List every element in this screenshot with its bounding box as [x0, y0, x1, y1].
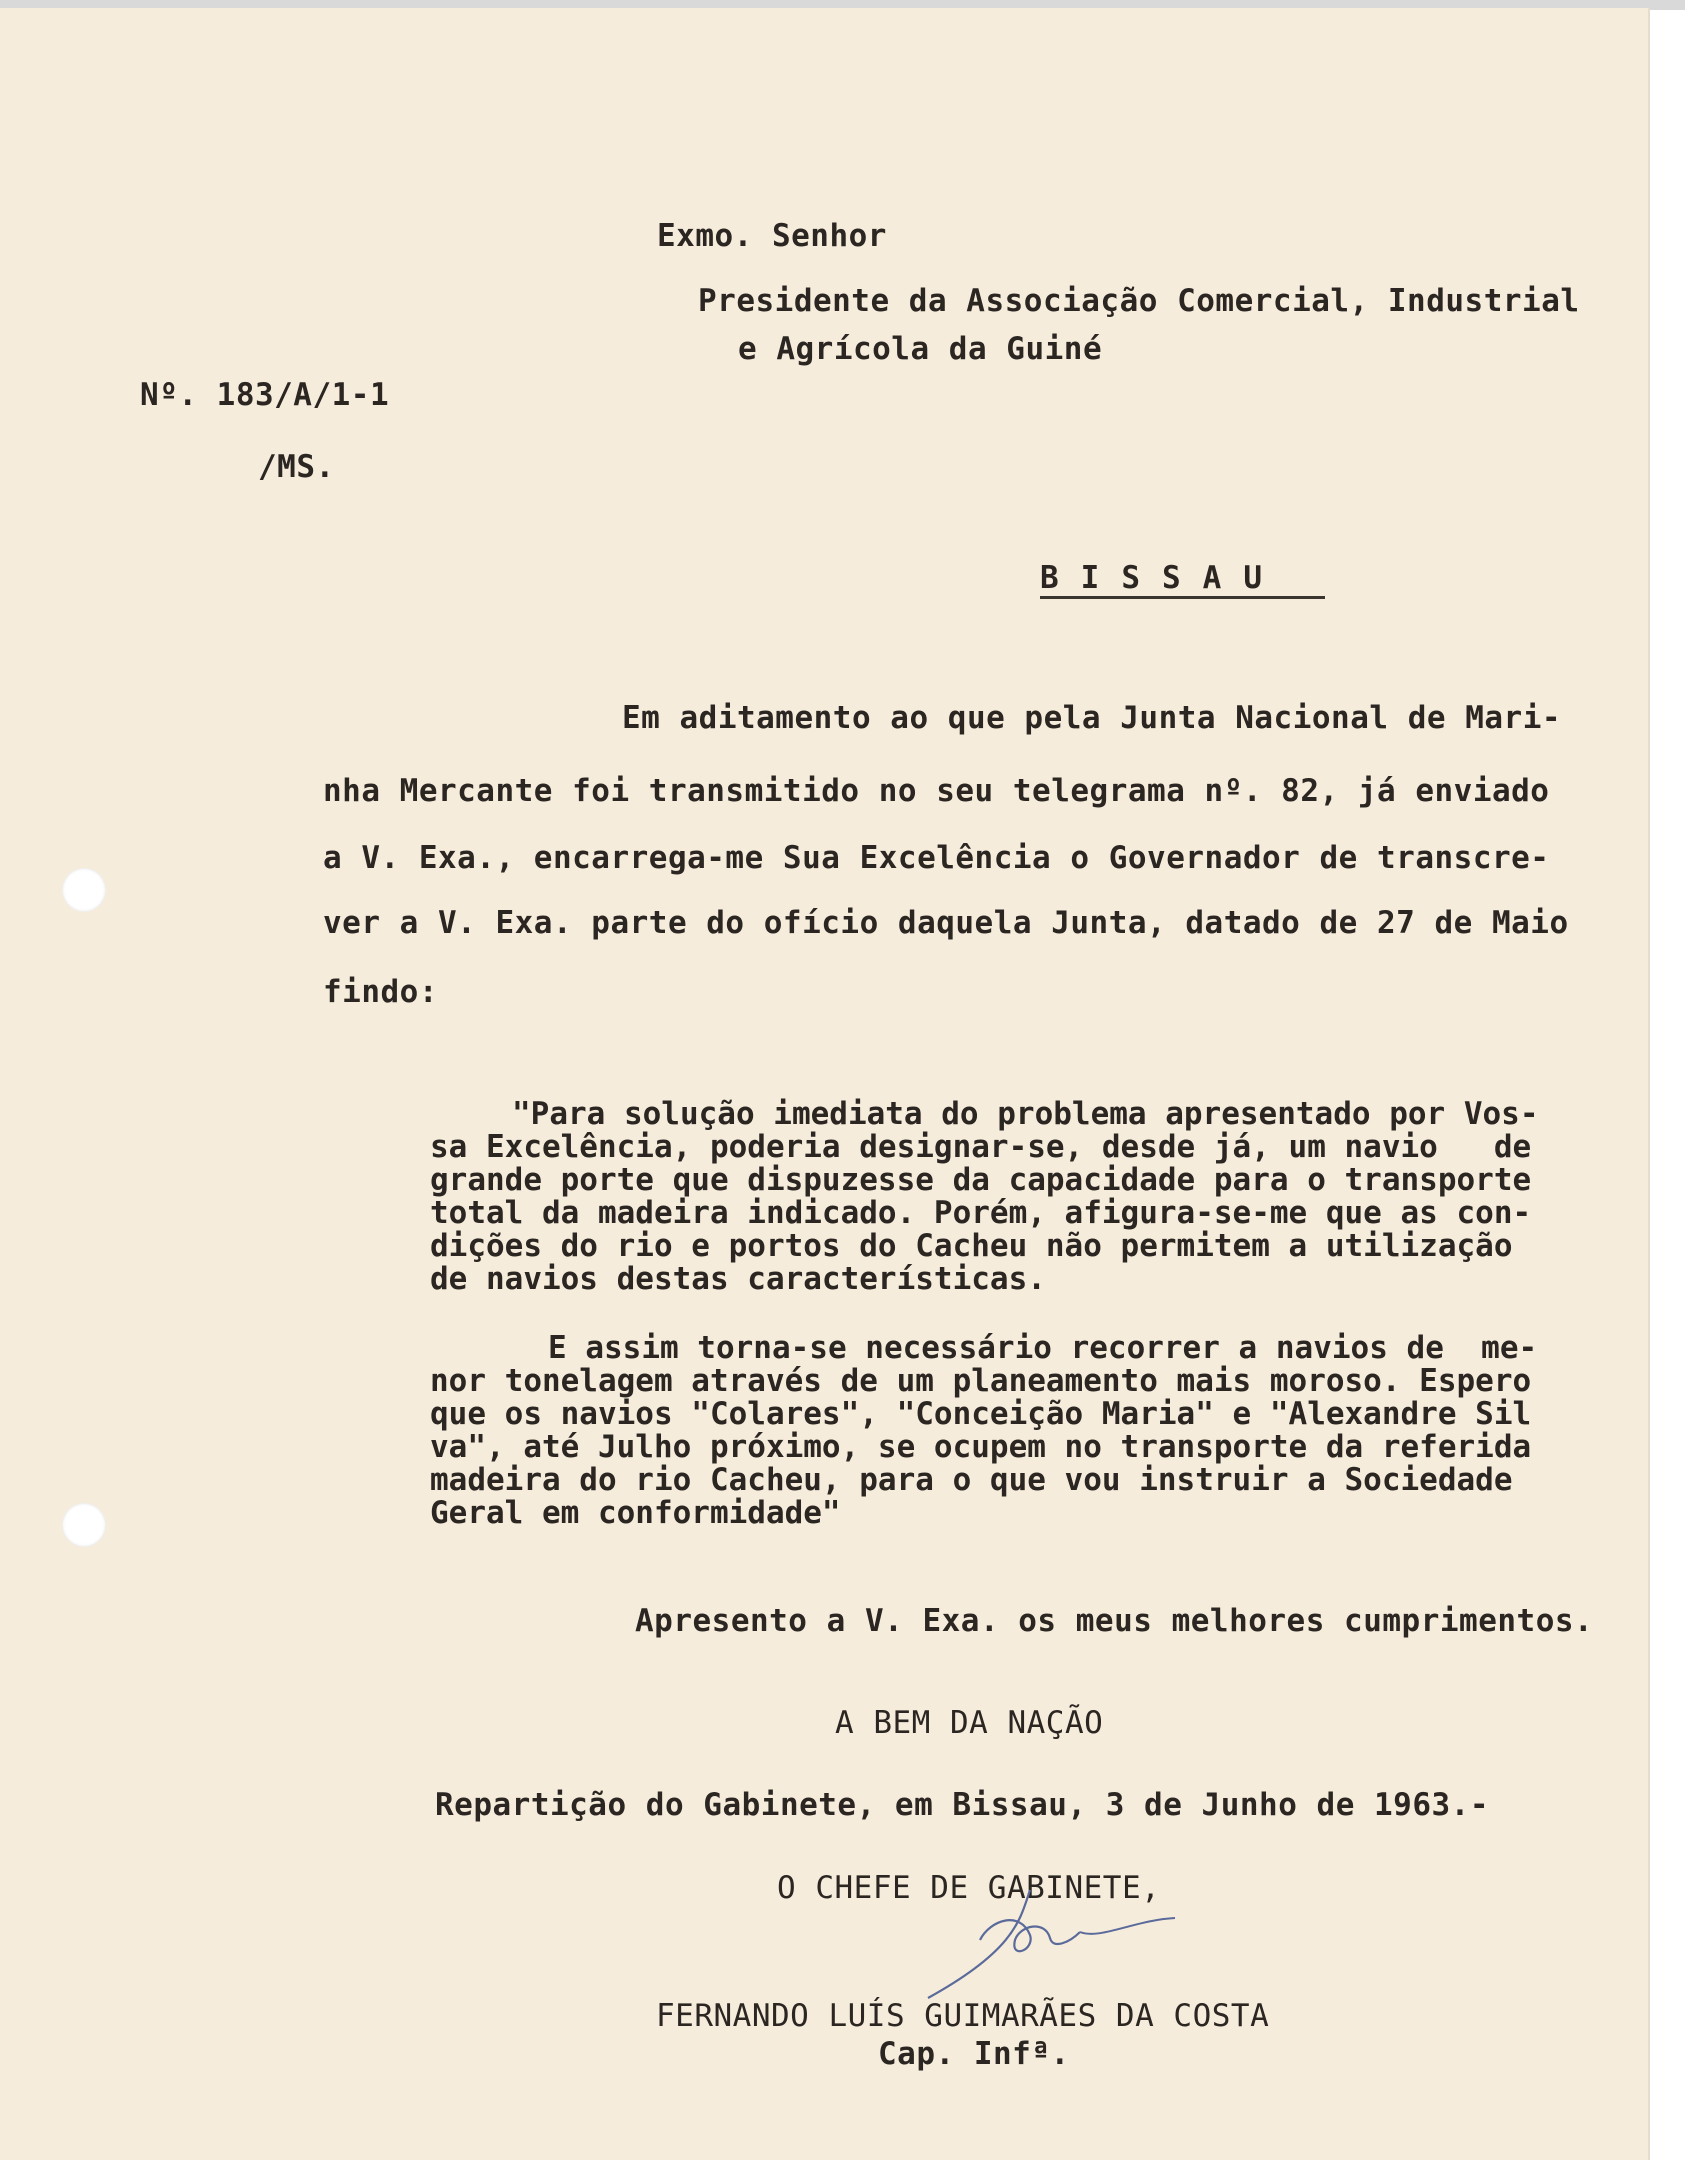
punch-hole-top — [62, 868, 106, 912]
reference-number: Nº. 183/A/1-1 — [140, 377, 390, 413]
recipient-line-2: e Agrícola da Guiné — [738, 331, 1103, 367]
signer-name: FERNANDO LUÍS GUIMARÃES DA COSTA — [656, 1998, 1270, 2034]
reference-suffix: /MS. — [258, 449, 335, 485]
quote-1-line-1: "Para solução imediata do problema apresentado por Vos- — [512, 1096, 1539, 1132]
body-line-1: Em aditamento ao que pela Junta Nacional de Mari- — [622, 700, 1562, 736]
body-line-5: findo: — [323, 974, 438, 1010]
body-line-4: ver a V. Exa. parte do ofício daquela Junta, datado de 27 de Maio — [323, 905, 1569, 941]
quote-1-line-4: total da madeira indicado. Porém, afigura-se-me que as con- — [430, 1195, 1532, 1231]
quote-1-line-2: sa Excelência, poderia designar-se, desde já, um navio de — [430, 1129, 1532, 1165]
quote-2-line-1: E assim torna-se necessário recorrer a navios de me- — [548, 1330, 1538, 1366]
handwritten-signature — [920, 1880, 1180, 2000]
motto: A BEM DA NAÇÃO — [835, 1705, 1104, 1741]
quote-1-line-3: grande porte que dispuzesse da capacidade para o transporte — [430, 1162, 1532, 1198]
quote-1-line-5: dições do rio e portos do Cacheu não permitem a utilização — [430, 1228, 1513, 1264]
quote-1-line-6: de navios destas características. — [430, 1261, 1046, 1297]
signer-title: O CHEFE DE GABINETE, — [777, 1870, 1161, 1906]
quote-paragraph-1 — [430, 1098, 1539, 1296]
body-line-3: a V. Exa., encarrega-me Sua Excelência o Governador de transcre- — [323, 840, 1550, 876]
place-date: Repartição do Gabinete, em Bissau, 3 de Junho de 1963.- — [435, 1787, 1489, 1823]
city-underline — [1040, 596, 1325, 599]
signer-rank: Cap. Infª. — [878, 2036, 1070, 2072]
quote-2-line-6: Geral em conformidade" — [430, 1495, 841, 1531]
quote-2-line-4: va", até Julho próximo, se ocupem no transporte da referida — [430, 1429, 1532, 1465]
body-line-2: nha Mercante foi transmitido no seu telegrama nº. 82, já enviado — [323, 773, 1550, 809]
quote-2-line-3: que os navios "Colares", "Conceição Maria" e "Alexandre Sil — [430, 1396, 1532, 1432]
quote-paragraph-2 — [430, 1332, 1537, 1530]
salutation: Exmo. Senhor — [657, 218, 887, 254]
quote-2-line-5: madeira do rio Cacheu, para o que vou instruir a Sociedade — [430, 1462, 1513, 1498]
closing-line: Apresento a V. Exa. os meus melhores cumprimentos. — [635, 1603, 1594, 1639]
city-heading: BISSAU — [1040, 560, 1284, 596]
quote-2-line-2: nor tonelagem através de um planeamento mais moroso. Espero — [430, 1363, 1532, 1399]
punch-hole-bottom — [62, 1503, 106, 1547]
recipient-line-1: Presidente da Associação Comercial, Industrial — [698, 283, 1580, 319]
